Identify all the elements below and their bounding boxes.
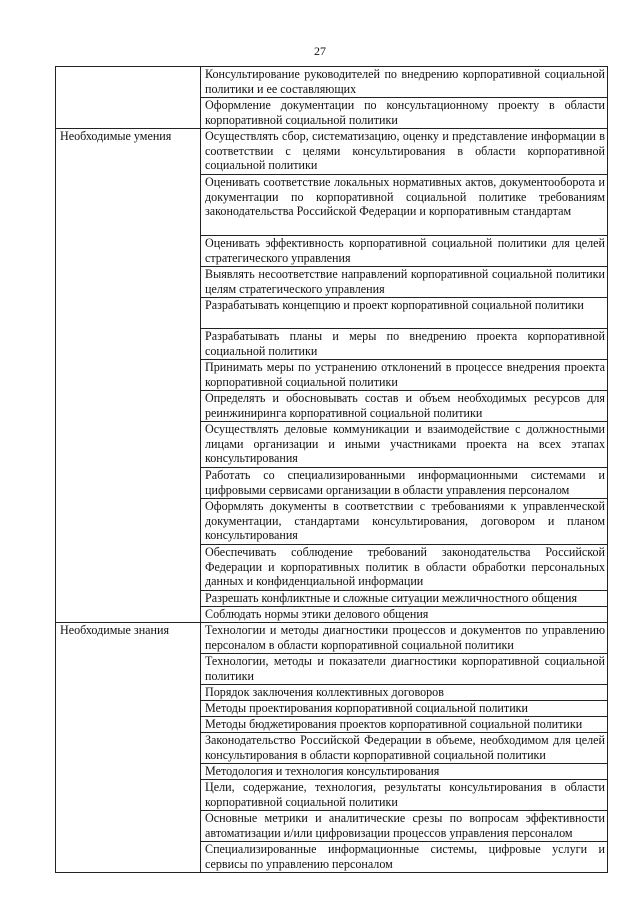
- table-body: [56, 67, 608, 873]
- requirement-text: Разрабатывать планы и меры по внедрению проекта корпоративной социальной политики: [201, 329, 608, 360]
- qualification-table: [55, 66, 608, 873]
- required-knowledge-label: Необходимые знания: [56, 623, 201, 873]
- required-skills-label: Необходимые умения: [56, 129, 201, 623]
- requirement-text: Определять и обосновывать состав и объем необходимых ресурсов для реинжиниринга корпоративной социальной политики: [201, 391, 608, 422]
- requirement-text: Разрешать конфликтные и сложные ситуации межличностного общения: [201, 591, 608, 607]
- requirement-text: Технологии, методы и показатели диагностики корпоративной социальной политики: [201, 654, 608, 685]
- requirement-text: Разрабатывать концепцию и проект корпоративной социальной политики: [201, 298, 608, 329]
- requirement-text: Технологии и методы диагностики процессов и документов по управлению персоналом в области корпоративной социальной политики: [201, 623, 608, 654]
- requirement-text: Осуществлять сбор, систематизацию, оценку и представление информации в соответствии с целями консультирования в области корпоративной социальной политики: [201, 129, 608, 175]
- requirement-text: Соблюдать нормы этики делового общения: [201, 607, 608, 623]
- requirement-text: Работать со специализированными информационными системами и цифровыми сервисами организации в области управления персоналом: [201, 468, 608, 499]
- table-row: [56, 623, 608, 654]
- requirement-text: Выявлять несоответствие направлений корпоративной социальной политики целям стратегического управления: [201, 267, 608, 298]
- requirement-text: Осуществлять деловые коммуникации и взаимодействие с должностными лицами организации и иными участниками проекта на всех этапах консультирования: [201, 422, 608, 468]
- continuation-label-cell: [56, 67, 201, 129]
- requirement-text: Цели, содержание, технология, результаты консультирования в области корпоративной социальной политики: [201, 780, 608, 811]
- requirement-text: Консультирование руководителей по внедрению корпоративной социальной политики и ее составляющих: [201, 67, 608, 98]
- table-row: [56, 67, 608, 98]
- table-row: [56, 129, 608, 175]
- requirement-text: Специализированные информационные системы, цифровые услуги и сервисы по управлению персоналом: [201, 842, 608, 873]
- requirement-text: Методы проектирования корпоративной социальной политики: [201, 701, 608, 717]
- requirement-text: Оформление документации по консультационному проекту в области корпоративной социальной политики: [201, 98, 608, 129]
- requirement-text: Обеспечивать соблюдение требований законодательства Российской Федерации и корпоративных политик в области обработки персональных данных и конфиденциальной информации: [201, 545, 608, 591]
- page-number: 27: [314, 44, 326, 58]
- requirement-text: Методы бюджетирования проектов корпоративной социальной политики: [201, 717, 608, 733]
- requirement-text: Порядок заключения коллективных договоров: [201, 685, 608, 701]
- requirement-text: Принимать меры по устранению отклонений в процессе внедрения проекта корпоративной социальной политики: [201, 360, 608, 391]
- requirement-text: Методология и технология консультирования: [201, 764, 608, 780]
- requirement-text: Оценивать соответствие локальных нормативных актов, документооборота и документации по корпоративной социальной политике требованиям законодательства Российской Федерации и корпоративным стандартам: [201, 175, 608, 236]
- requirement-text: Оформлять документы в соответствии с требованиями к управленческой документации, стандартами консультирования, договором и планом консультирования: [201, 499, 608, 545]
- requirement-text: Законодательство Российской Федерации в объеме, необходимом для целей консультирования в области корпоративной социальной политики: [201, 733, 608, 764]
- requirement-text: Оценивать эффективность корпоративной социальной политики для целей стратегического управления: [201, 236, 608, 267]
- requirement-text: Основные метрики и аналитические срезы по вопросам эффективности автоматизации и/или цифровизации процессов управления персоналом: [201, 811, 608, 842]
